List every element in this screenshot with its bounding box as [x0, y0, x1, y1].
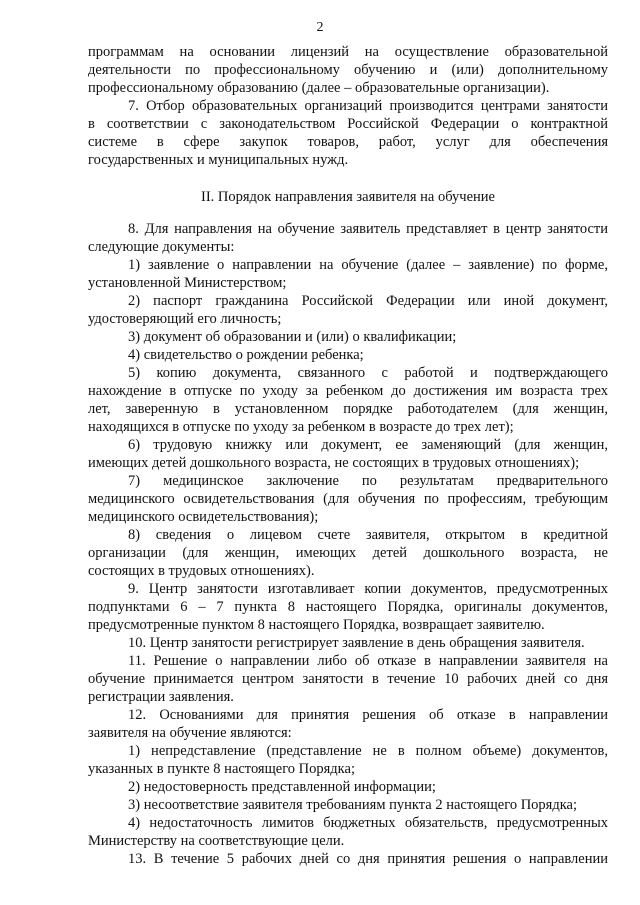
text-line: 12. Основаниями для принятия решения об отказе в направлении: [128, 707, 608, 723]
text-line: 10. Центр занятости регистрирует заявление в день обращения заявителя.: [128, 635, 585, 651]
text-line: 4) свидетельство о рождении ребенка;: [128, 347, 364, 363]
text-line: обучение принимается центром занятости в течение 10 рабочих дней со дня: [88, 671, 608, 687]
text-line: Министерству на соответствующие цели.: [88, 833, 345, 849]
text-line: 13. В течение 5 рабочих дней со дня принятия решения о направлении: [128, 851, 608, 867]
text-line: профессиональному образованию (далее – образовательные организации).: [88, 80, 550, 96]
text-line: подпунктами 6 – 7 пункта 8 настоящего Порядка, оригиналы документов,: [88, 599, 608, 615]
text-line: 3) несоответствие заявителя требованиям пункта 2 настоящего Порядка;: [128, 797, 578, 813]
text-line: указанных в пункте 8 настоящего Порядка;: [88, 761, 355, 777]
text-line: организации (для женщин, имеющих детей дошкольного возраста, не: [88, 545, 608, 561]
text-line: нахождение в отпуске по уходу за ребенком до достижения им возраста трех: [88, 383, 608, 399]
text-line: медицинского освидетельствования (для обучения по профессиям, требующим: [88, 491, 608, 507]
text-line: 1) непредставление (представление не в полном объеме) документов,: [128, 743, 608, 759]
text-line: программам на основании лицензий на осуществление образовательной: [88, 44, 608, 60]
text-line: регистрации заявления.: [88, 689, 234, 705]
text-line: медицинского освидетельствования);: [88, 509, 319, 525]
section-heading: II. Порядок направления заявителя на обучение: [200, 189, 495, 205]
text-line: установленной Министерством;: [88, 275, 287, 291]
text-line: государственных и муниципальных нужд.: [88, 152, 349, 168]
text-line: 1) заявление о направлении на обучение (далее – заявление) по форме,: [128, 257, 608, 273]
text-line: 7) медицинское заключение по результатам предварительного: [128, 473, 608, 489]
text-line: лет, заверенную в установленном порядке работодателем (для женщин,: [88, 401, 608, 417]
text-line: удостоверяющий его личность;: [88, 311, 282, 327]
text-line: 8. Для направления на обучение заявитель представляет в центр занятости: [128, 221, 608, 237]
text-line: 2) паспорт гражданина Российской Федерации или иной документ,: [128, 293, 608, 309]
text-line: следующие документы:: [88, 239, 235, 255]
text-line: находящихся в отпуске по уходу за ребенком в возрасте до трех лет);: [88, 419, 514, 435]
text-line: в соответствии с законодательством Российской Федерации о контрактной: [88, 116, 608, 132]
text-line: 9. Центр занятости изготавливает копии документов, предусмотренных: [128, 581, 608, 597]
text-line: предусмотренные пунктом 8 настоящего Порядка, возвращает заявителю.: [88, 617, 545, 633]
page-number: 2: [316, 20, 324, 35]
text-line: 3) документ об образовании и (или) о квалификации;: [128, 329, 457, 345]
text-line: деятельности по профессиональному обучению и (или) дополнительному: [88, 62, 608, 78]
text-line: 6) трудовую книжку или документ, ее заменяющий (для женщин,: [128, 437, 608, 453]
text-line: 11. Решение о направлении либо об отказе в направлении заявителя на: [128, 653, 608, 669]
text-line: имеющих детей дошкольного возраста, не состоящих в трудовых отношениях);: [88, 455, 580, 471]
text-line: состоящих в трудовых отношениях).: [88, 563, 315, 579]
text-line: заявителя на обучение являются:: [88, 725, 292, 741]
text-line: 8) сведения о лицевом счете заявителя, открытом в кредитной: [128, 527, 608, 543]
text-line: системе в сфере закупок товаров, работ, услуг для обеспечения: [88, 134, 608, 150]
text-line: 4) недостаточность лимитов бюджетных обязательств, предусмотренных: [128, 815, 608, 831]
text-line: 5) копию документа, связанного с работой и подтверждающего: [128, 365, 608, 381]
text-line: 7. Отбор образовательных организаций производится центрами занятости: [128, 98, 608, 114]
text-line: 2) недостоверность представленной информации;: [128, 779, 436, 795]
